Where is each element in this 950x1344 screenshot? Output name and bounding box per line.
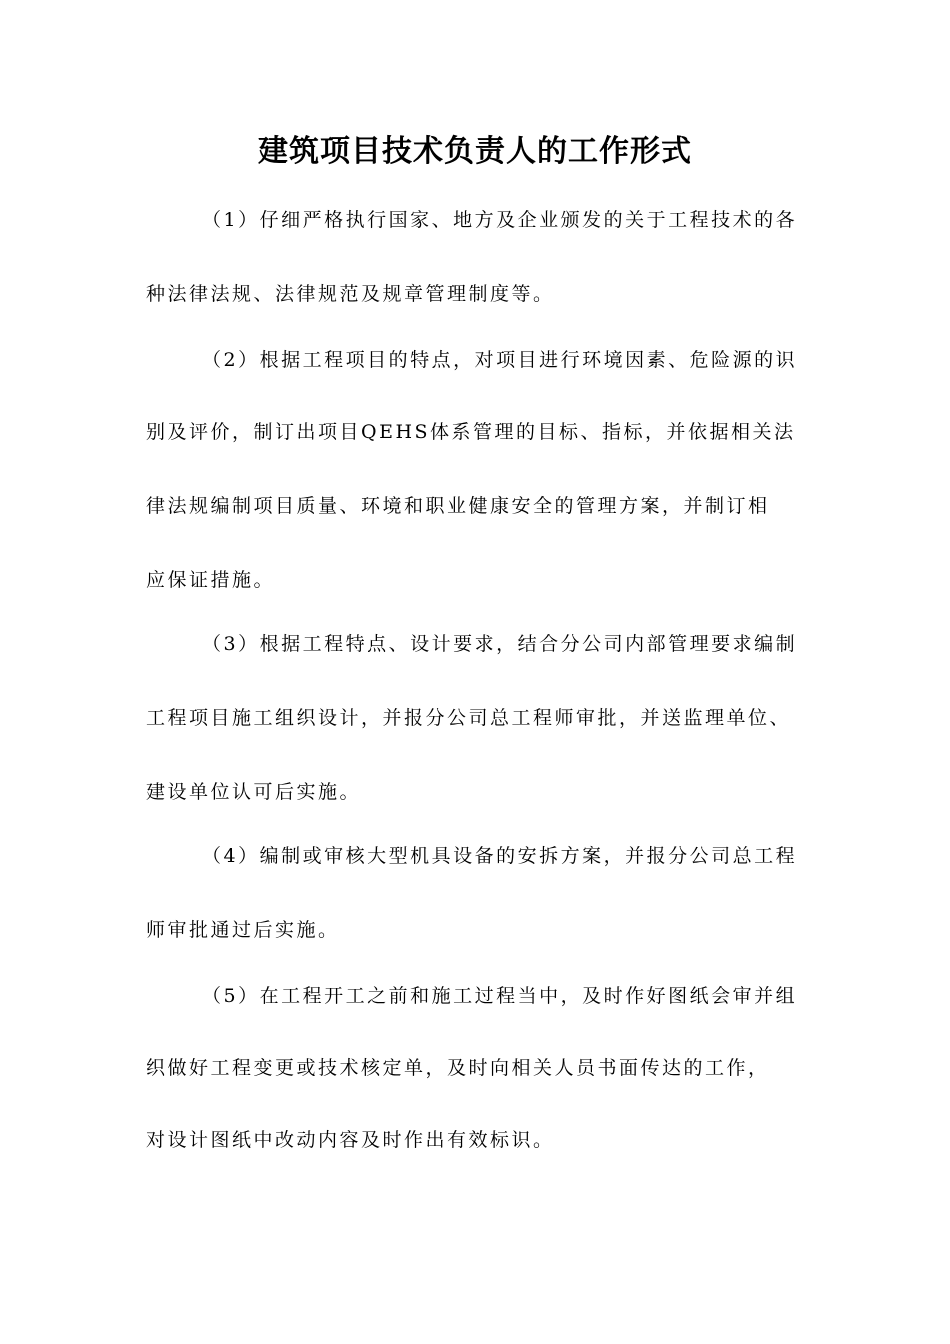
paragraph-3-line-1: （3）根据工程特点、设计要求，结合分公司内部管理要求编制 — [202, 633, 798, 655]
paragraph-2-line-2: 别及评价，制订出项目QEHS体系管理的目标、指标，并依据相关法 — [146, 421, 796, 443]
paragraph-3-line-3: 建设单位认可后实施。 — [146, 781, 362, 803]
paragraph-5-line-3: 对设计图纸中改动内容及时作出有效标识。 — [146, 1129, 555, 1151]
paragraph-2-line-1: （2）根据工程项目的特点，对项目进行环境因素、危险源的识 — [202, 349, 798, 371]
paragraph-1-line-2: 种法律法规、法律规范及规章管理制度等。 — [146, 283, 555, 305]
paragraph-4-line-1: （4）编制或审核大型机具设备的安拆方案，并报分公司总工程 — [202, 845, 798, 867]
paragraph-2-line-3: 律法规编制项目质量、环境和职业健康安全的管理方案，并制订相 — [146, 495, 770, 517]
paragraph-1-line-1: （1）仔细严格执行国家、地方及企业颁发的关于工程技术的各 — [202, 209, 798, 231]
paragraph-4-line-2: 师审批通过后实施。 — [146, 919, 340, 941]
paragraph-2-line-4: 应保证措施。 — [146, 569, 276, 591]
paragraph-3-line-2: 工程项目施工组织设计，并报分公司总工程师审批，并送监理单位、 — [146, 707, 792, 729]
document-title: 建筑项目技术负责人的工作形式 — [258, 134, 692, 169]
paragraph-5-line-1: （5）在工程开工之前和施工过程当中，及时作好图纸会审并组 — [202, 985, 798, 1007]
paragraph-5-line-2: 织做好工程变更或技术核定单，及时向相关人员书面传达的工作， — [146, 1057, 770, 1079]
